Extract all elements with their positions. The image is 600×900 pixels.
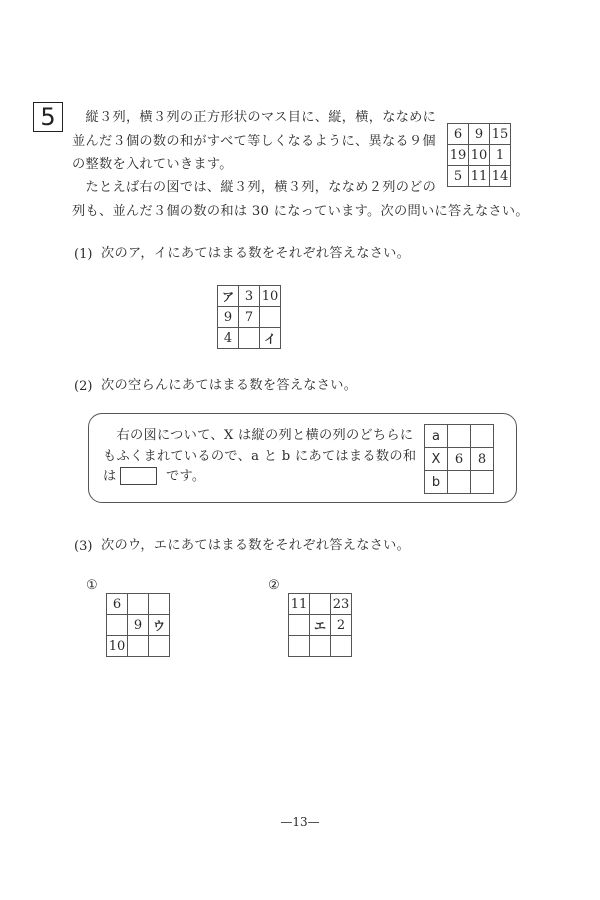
grid-cell: 4 <box>218 328 239 349</box>
grid-cell: 6 <box>448 124 469 145</box>
grid-cell: 23 <box>331 594 352 615</box>
grid-cell <box>149 636 170 657</box>
grid-cell <box>310 636 331 657</box>
grid-cell-u: ウ <box>149 615 170 636</box>
q2-text: 次の空らんにあてはまる数を答えなさい。 <box>101 378 358 393</box>
grid-cell: 9 <box>469 124 490 145</box>
grid-cell <box>310 594 331 615</box>
sub2-marker: ② <box>268 578 280 593</box>
grid-cell <box>448 471 471 494</box>
q2-box-suffix: です。 <box>166 469 206 484</box>
q1-text: 次のア，イにあてはまる数をそれぞれ答えなさい。 <box>101 246 411 261</box>
q2-grid <box>424 424 494 494</box>
grid-cell: 6 <box>448 448 471 471</box>
grid-cell: 15 <box>490 124 511 145</box>
grid-cell-e: エ <box>310 615 331 636</box>
grid-cell: 9 <box>128 615 149 636</box>
grid-cell <box>239 328 260 349</box>
grid-cell: 11 <box>469 166 490 187</box>
intro-line-3: の整数を入れていきます。 <box>72 157 233 172</box>
q2-label: (2) <box>74 379 93 394</box>
grid-cell: 5 <box>448 166 469 187</box>
q3-label: (3) <box>74 539 93 554</box>
q3-text: 次のウ，エにあてはまる数をそれぞれ答えなさい。 <box>101 538 411 553</box>
intro-line-4: たとえば右の図では、縦３列，横３列，ななめ２列のどの <box>72 180 437 195</box>
grid-cell <box>107 615 128 636</box>
sub1-marker: ① <box>86 578 98 593</box>
grid-cell <box>331 636 352 657</box>
grid-cell: 19 <box>448 145 469 166</box>
grid-cell: 10 <box>107 636 128 657</box>
grid-cell <box>289 636 310 657</box>
grid-cell-x: X <box>425 448 448 471</box>
grid-cell-a: a <box>425 425 448 448</box>
example-magic-square <box>447 123 511 187</box>
grid-cell <box>128 636 149 657</box>
q2-box-line-2: もふくまれているので、a と b にあてはまる数の和 <box>103 449 417 464</box>
page-number: —13— <box>280 815 320 829</box>
grid-cell-i: イ <box>260 328 281 349</box>
grid-cell: 10 <box>260 286 281 307</box>
q1-label: (1) <box>74 247 93 262</box>
problem-number-box <box>33 102 63 132</box>
grid-cell <box>289 615 310 636</box>
grid-cell: 9 <box>218 307 239 328</box>
grid-cell-a: ア <box>218 286 239 307</box>
grid-cell: 2 <box>331 615 352 636</box>
intro-line-5: 列も、並んだ３個の数の和は 30 になっています。次の問いに答えなさい。 <box>72 204 529 219</box>
intro-line-2: 並んだ３個の数の和がすべて等しくなるように、異なる９個 <box>72 134 436 149</box>
problem-number: 5 <box>40 103 56 131</box>
grid-cell: 14 <box>490 166 511 187</box>
q1-grid <box>217 285 281 349</box>
q2-box-line-3: は <box>103 469 117 484</box>
grid-cell: 6 <box>107 594 128 615</box>
intro-line-1: 縦３列，横３列の正方形状のマス目に、縦，横，ななめに <box>72 110 437 125</box>
grid-cell: 8 <box>471 448 494 471</box>
answer-blank[interactable] <box>120 467 157 485</box>
grid-cell-b: b <box>425 471 448 494</box>
grid-cell <box>260 307 281 328</box>
grid-cell: 7 <box>239 307 260 328</box>
grid-cell: 3 <box>239 286 260 307</box>
grid-cell <box>448 425 471 448</box>
q3-sub1-grid <box>106 593 170 657</box>
q3-sub2-grid <box>288 593 352 657</box>
grid-cell: 11 <box>289 594 310 615</box>
grid-cell: 10 <box>469 145 490 166</box>
grid-cell <box>471 471 494 494</box>
q2-box-line-1: 右の図について、X は縦の列と横の列のどちらに <box>103 428 414 443</box>
grid-cell <box>128 594 149 615</box>
grid-cell <box>149 594 170 615</box>
grid-cell: 1 <box>490 145 511 166</box>
grid-cell <box>471 425 494 448</box>
